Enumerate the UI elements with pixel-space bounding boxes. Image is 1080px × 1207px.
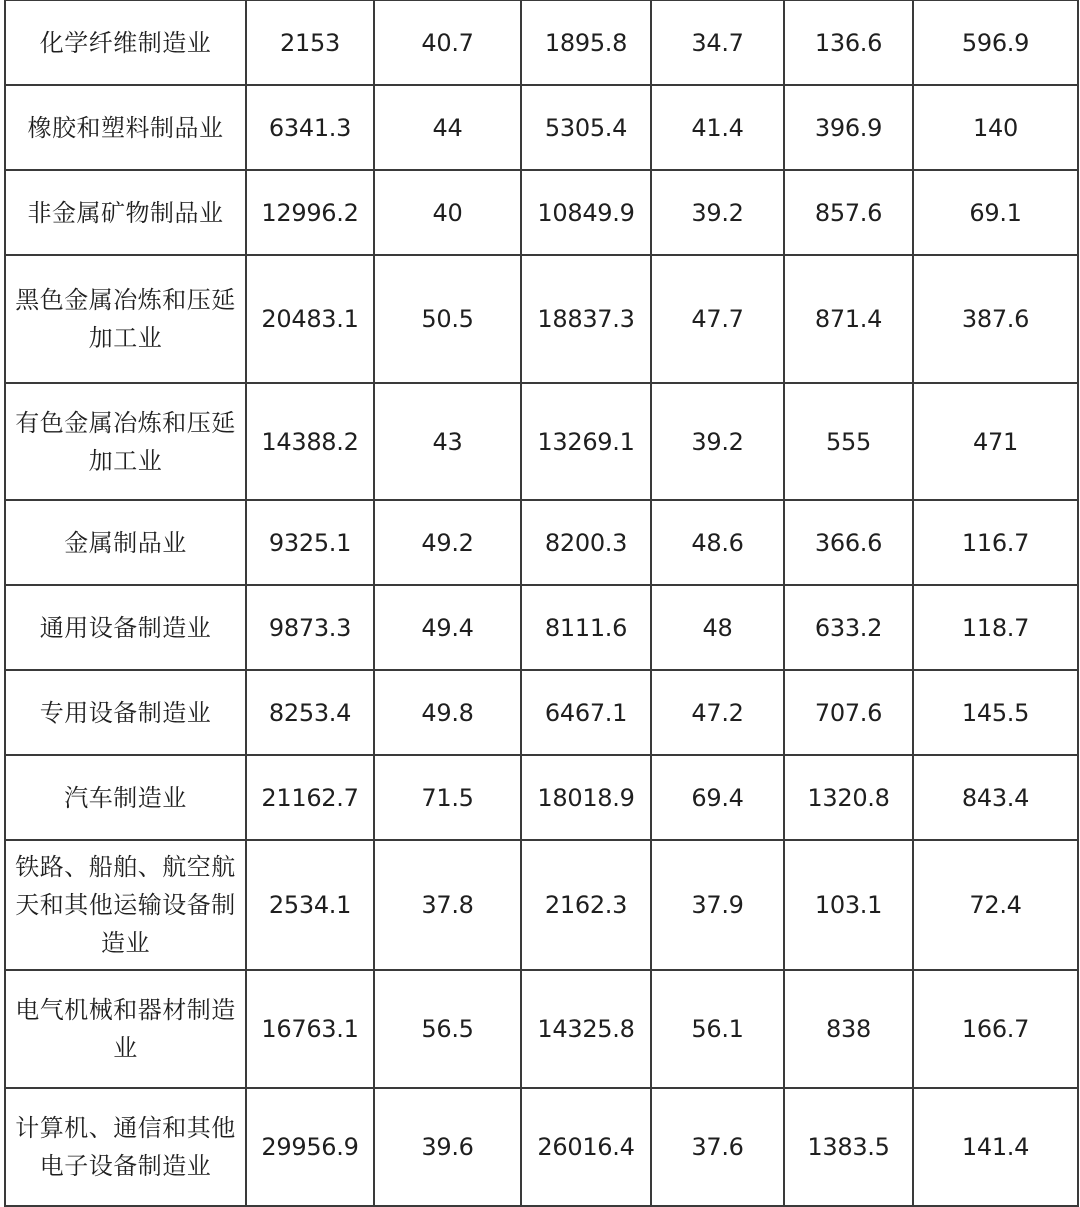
value-cell: 8200.3: [521, 500, 651, 585]
value-cell: 596.9: [913, 0, 1078, 85]
value-cell: 13269.1: [521, 383, 651, 500]
value-cell: 56.5: [374, 970, 521, 1088]
value-cell: 20483.1: [246, 255, 374, 383]
value-cell: 145.5: [913, 670, 1078, 755]
industry-data-table-container: [4, 0, 1077, 1207]
table-row: [5, 170, 1078, 255]
table-row: [5, 85, 1078, 170]
industry-name-cell: 铁路、船舶、航空航天和其他运输设备制造业: [5, 840, 246, 970]
value-cell: 49.2: [374, 500, 521, 585]
value-cell: 843.4: [913, 755, 1078, 840]
value-cell: 43: [374, 383, 521, 500]
value-cell: 471: [913, 383, 1078, 500]
value-cell: 707.6: [784, 670, 913, 755]
industry-name-cell: 有色金属冶炼和压延加工业: [5, 383, 246, 500]
value-cell: 6341.3: [246, 85, 374, 170]
value-cell: 1383.5: [784, 1088, 913, 1206]
value-cell: 40: [374, 170, 521, 255]
value-cell: 29956.9: [246, 1088, 374, 1206]
value-cell: 366.6: [784, 500, 913, 585]
value-cell: 50.5: [374, 255, 521, 383]
industry-name-cell: 橡胶和塑料制品业: [5, 85, 246, 170]
table-row: [5, 0, 1078, 85]
value-cell: 72.4: [913, 840, 1078, 970]
value-cell: 18018.9: [521, 755, 651, 840]
value-cell: 49.8: [374, 670, 521, 755]
value-cell: 633.2: [784, 585, 913, 670]
value-cell: 8253.4: [246, 670, 374, 755]
value-cell: 555: [784, 383, 913, 500]
value-cell: 39.2: [651, 383, 784, 500]
value-cell: 34.7: [651, 0, 784, 85]
table-row: [5, 970, 1078, 1088]
value-cell: 48: [651, 585, 784, 670]
value-cell: 2162.3: [521, 840, 651, 970]
value-cell: 2534.1: [246, 840, 374, 970]
value-cell: 2153: [246, 0, 374, 85]
industry-name-cell: 计算机、通信和其他电子设备制造业: [5, 1088, 246, 1206]
value-cell: 21162.7: [246, 755, 374, 840]
value-cell: 396.9: [784, 85, 913, 170]
table-row: [5, 670, 1078, 755]
value-cell: 26016.4: [521, 1088, 651, 1206]
value-cell: 37.6: [651, 1088, 784, 1206]
industry-name-cell: 金属制品业: [5, 500, 246, 585]
value-cell: 71.5: [374, 755, 521, 840]
table-row: [5, 255, 1078, 383]
value-cell: 9325.1: [246, 500, 374, 585]
value-cell: 48.6: [651, 500, 784, 585]
value-cell: 37.9: [651, 840, 784, 970]
value-cell: 136.6: [784, 0, 913, 85]
value-cell: 118.7: [913, 585, 1078, 670]
value-cell: 857.6: [784, 170, 913, 255]
industry-data-table: [4, 0, 1079, 1207]
industry-name-cell: 通用设备制造业: [5, 585, 246, 670]
value-cell: 49.4: [374, 585, 521, 670]
value-cell: 69.1: [913, 170, 1078, 255]
value-cell: 39.6: [374, 1088, 521, 1206]
value-cell: 69.4: [651, 755, 784, 840]
value-cell: 14325.8: [521, 970, 651, 1088]
value-cell: 12996.2: [246, 170, 374, 255]
value-cell: 140: [913, 85, 1078, 170]
table-row: [5, 1088, 1078, 1206]
value-cell: 41.4: [651, 85, 784, 170]
value-cell: 103.1: [784, 840, 913, 970]
value-cell: 10849.9: [521, 170, 651, 255]
value-cell: 5305.4: [521, 85, 651, 170]
industry-name-cell: 非金属矿物制品业: [5, 170, 246, 255]
industry-name-cell: 专用设备制造业: [5, 670, 246, 755]
industry-name-cell: 黑色金属冶炼和压延加工业: [5, 255, 246, 383]
value-cell: 44: [374, 85, 521, 170]
table-row: [5, 840, 1078, 970]
industry-name-cell: 电气机械和器材制造业: [5, 970, 246, 1088]
value-cell: 40.7: [374, 0, 521, 85]
value-cell: 16763.1: [246, 970, 374, 1088]
value-cell: 56.1: [651, 970, 784, 1088]
value-cell: 47.2: [651, 670, 784, 755]
industry-name-cell: 化学纤维制造业: [5, 0, 246, 85]
table-row: [5, 383, 1078, 500]
value-cell: 871.4: [784, 255, 913, 383]
value-cell: 838: [784, 970, 913, 1088]
value-cell: 166.7: [913, 970, 1078, 1088]
value-cell: 6467.1: [521, 670, 651, 755]
table-body: [5, 0, 1078, 1206]
value-cell: 1320.8: [784, 755, 913, 840]
table-row: [5, 585, 1078, 670]
value-cell: 387.6: [913, 255, 1078, 383]
value-cell: 8111.6: [521, 585, 651, 670]
value-cell: 116.7: [913, 500, 1078, 585]
value-cell: 141.4: [913, 1088, 1078, 1206]
table-row: [5, 500, 1078, 585]
value-cell: 14388.2: [246, 383, 374, 500]
value-cell: 18837.3: [521, 255, 651, 383]
value-cell: 39.2: [651, 170, 784, 255]
value-cell: 9873.3: [246, 585, 374, 670]
table-row: [5, 755, 1078, 840]
value-cell: 47.7: [651, 255, 784, 383]
industry-name-cell: 汽车制造业: [5, 755, 246, 840]
value-cell: 37.8: [374, 840, 521, 970]
value-cell: 1895.8: [521, 0, 651, 85]
